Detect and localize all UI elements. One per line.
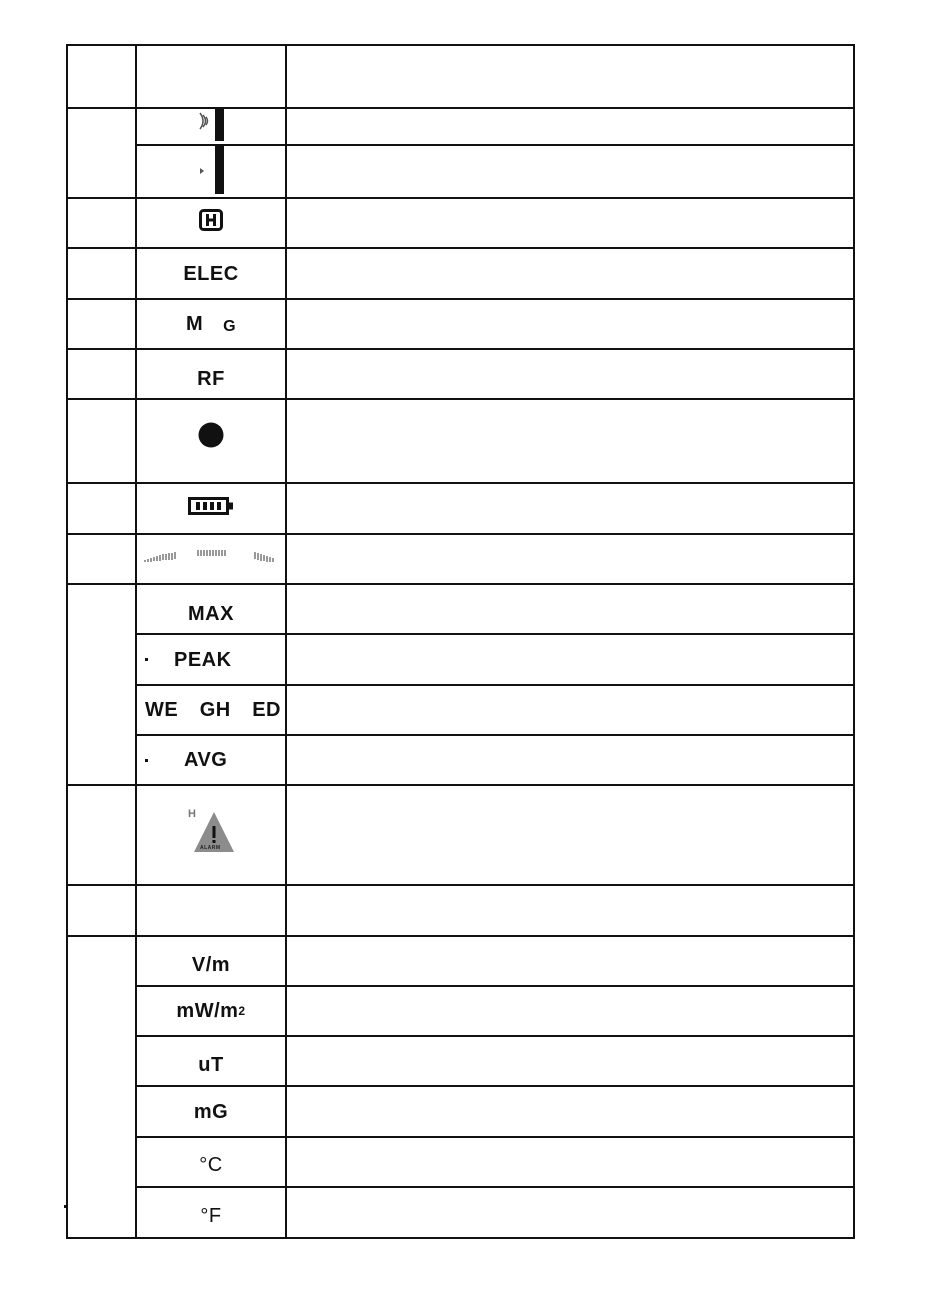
sound-wave-speaker-icon (196, 107, 226, 147)
symbol-cell (137, 535, 285, 583)
symbol-cell (137, 786, 285, 884)
symbol-cell (137, 109, 285, 144)
segment-dot (145, 759, 148, 762)
weighted-symbol-part-2: GH (199, 699, 231, 721)
table-border-bottom (66, 1237, 855, 1239)
lcd-symbol-table (66, 44, 855, 1239)
segment-dot (145, 658, 148, 661)
table-border-left (66, 44, 68, 1239)
magnetic-symbol-g: G (223, 318, 237, 335)
hold-h-icon (199, 209, 223, 237)
unit-mw-per-m2: mW/m (176, 1000, 239, 1022)
unit-milligauss: mG (193, 1100, 229, 1123)
table-border-top (66, 44, 855, 46)
high-alarm-triangle-icon (186, 808, 236, 854)
unit-fahrenheit: °F (200, 1204, 222, 1227)
symbol-cell (137, 146, 285, 197)
symbol-cell (137, 1188, 285, 1237)
unit-microtesla: uT (198, 1054, 224, 1076)
symbol-cell (137, 484, 285, 533)
elec-symbol: ELEC (183, 262, 239, 285)
symbol-cell (137, 1138, 285, 1186)
symbol-cell (137, 300, 285, 348)
symbol-cell (137, 635, 285, 684)
table-border-right (853, 44, 855, 1239)
peak-symbol: PEAK (174, 648, 232, 671)
battery-icon (188, 497, 234, 521)
symbol-cell (137, 1037, 285, 1085)
rf-symbol: RF (197, 368, 225, 390)
max-symbol: MAX (188, 603, 234, 625)
alarm-h-label: H (188, 808, 197, 820)
alarm-caption: ALARM (200, 845, 221, 851)
unit-v-per-m: V/m (191, 954, 231, 976)
bargraph-segments-icon (141, 546, 281, 572)
symbol-cell (137, 736, 285, 784)
symbol-cell (137, 987, 285, 1035)
symbol-cell (137, 686, 285, 734)
small-speaker-icon (196, 144, 226, 200)
symbol-cell (137, 886, 285, 935)
column-divider-2 (285, 44, 287, 1239)
symbol-cell (137, 937, 285, 985)
avg-symbol: AVG (184, 749, 228, 771)
unit-superscript: 2 (238, 1004, 246, 1018)
symbol-cell (137, 249, 285, 298)
symbol-cell (137, 585, 285, 633)
symbol-cell (137, 350, 285, 398)
weighted-symbol-part-1: WE (145, 699, 179, 721)
symbol-cell (137, 1087, 285, 1136)
unit-celsius: °C (199, 1154, 223, 1176)
magnetic-symbol-m: M (185, 313, 204, 335)
symbol-cell (137, 199, 285, 247)
filled-circle-icon (198, 422, 224, 454)
symbol-cell (137, 400, 285, 482)
weighted-symbol-part-3: ED (252, 699, 281, 721)
stray-mark (64, 1205, 66, 1208)
